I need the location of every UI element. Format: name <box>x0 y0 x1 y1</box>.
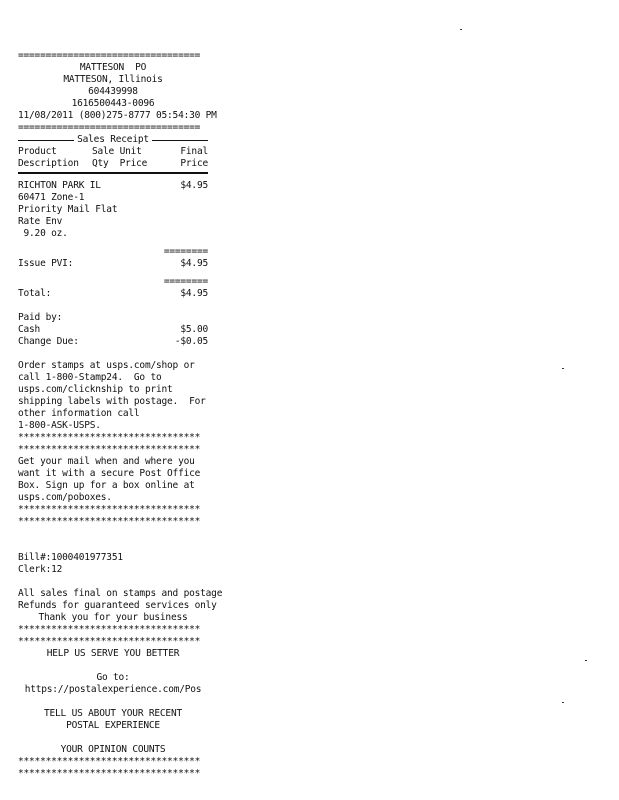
column-header: Final <box>180 146 208 157</box>
star-rule: ********************************* <box>18 516 201 527</box>
column-header-row-1 <box>18 146 208 158</box>
scan-speck <box>562 702 564 703</box>
header-rule-top: ================================= <box>18 50 201 61</box>
column-header: Sale Unit <box>92 146 142 157</box>
promo-line: shipping labels with postage. For <box>18 396 206 407</box>
column-header: Price <box>180 158 208 169</box>
scan-speck <box>562 368 564 369</box>
star-rule: ********************************* <box>18 768 201 779</box>
clerk-number: Clerk:12 <box>18 564 63 575</box>
promo-line: usps.com/clicknship to print <box>18 384 173 395</box>
change-value: -$0.05 <box>174 336 208 347</box>
promo-line: other information call <box>18 408 140 419</box>
star-rule: ********************************* <box>18 624 201 635</box>
sales-receipt <box>18 50 223 780</box>
star-rule: ********************************* <box>18 756 201 767</box>
total-value: $4.95 <box>180 288 208 299</box>
issue-row <box>18 258 208 270</box>
change-label: Change Due: <box>18 336 79 347</box>
survey-url: https://postalexperience.com/Pos <box>24 684 202 695</box>
goto-label: Go to: <box>96 672 130 683</box>
star-rule: ********************************* <box>18 504 201 515</box>
issue-value: $4.95 <box>180 258 208 269</box>
issue-rule: ======== <box>163 246 208 257</box>
post-office-id: 1616500443-0096 <box>71 98 155 109</box>
column-header: Product <box>18 146 57 157</box>
tell-us-line: TELL US ABOUT YOUR RECENT <box>44 708 182 719</box>
cash-value: $5.00 <box>180 324 208 335</box>
total-row <box>18 288 208 300</box>
promo-line: call 1-800-Stamp24. Go to <box>18 372 162 383</box>
star-rule: ********************************* <box>18 444 201 455</box>
cash-row <box>18 324 208 336</box>
column-header: Description <box>18 158 79 169</box>
receipt-title: Sales Receipt <box>77 134 149 145</box>
cash-label: Cash <box>18 324 41 335</box>
pobox-line: Get your mail when and where you <box>18 456 195 467</box>
thank-you-line: Thank you for your business <box>38 612 188 623</box>
pobox-line: Box. Sign up for a box online at <box>18 480 195 491</box>
scan-speck <box>460 29 462 30</box>
pobox-line: usps.com/poboxes. <box>18 492 112 503</box>
change-row <box>18 336 208 348</box>
item-destination: RICHTON PARK IL <box>18 180 101 191</box>
star-rule: ********************************* <box>18 432 201 443</box>
header-divider <box>18 172 208 174</box>
post-office-zip: 604439998 <box>88 86 138 97</box>
total-label: Total: <box>18 288 52 299</box>
column-header: Qty Price <box>92 158 148 169</box>
scan-speck <box>585 660 587 661</box>
item-line: Rate Env <box>18 216 63 227</box>
policy-line: All sales final on stamps and postage <box>18 588 223 599</box>
item-price: $4.95 <box>180 180 208 191</box>
pobox-line: want it with a secure Post Office <box>18 468 201 479</box>
promo-line: 1-800-ASK-USPS. <box>18 420 101 431</box>
item-line: 9.20 oz. <box>18 228 68 239</box>
column-header-row-2 <box>18 158 208 170</box>
date-time-phone: 11/08/2011 (800)275-8777 05:54:30 PM <box>18 110 217 121</box>
opinion-heading: YOUR OPINION COUNTS <box>60 744 166 755</box>
title-rule-right <box>152 140 208 141</box>
serve-heading: HELP US SERVE YOU BETTER <box>46 648 180 659</box>
total-rule: ======== <box>163 276 208 287</box>
star-rule: ********************************* <box>18 636 201 647</box>
paid-by-label: Paid by: <box>18 312 63 323</box>
post-office-name: MATTESON PO <box>79 62 147 73</box>
tell-us-line: POSTAL EXPERIENCE <box>66 720 160 731</box>
issue-label: Issue PVI: <box>18 258 74 269</box>
receipt-title-bar <box>18 134 208 146</box>
item-line: 60471 Zone-1 <box>18 192 85 203</box>
policy-line: Refunds for guaranteed services only <box>18 600 217 611</box>
promo-line: Order stamps at usps.com/shop or <box>18 360 195 371</box>
title-rule-left <box>18 140 74 141</box>
post-office-city: MATTESON, Illinois <box>63 74 163 85</box>
bill-number: Bill#:1000401977351 <box>18 552 123 563</box>
item-line <box>18 180 208 192</box>
header-rule-bottom: ================================= <box>18 122 201 133</box>
item-line: Priority Mail Flat <box>18 204 118 215</box>
